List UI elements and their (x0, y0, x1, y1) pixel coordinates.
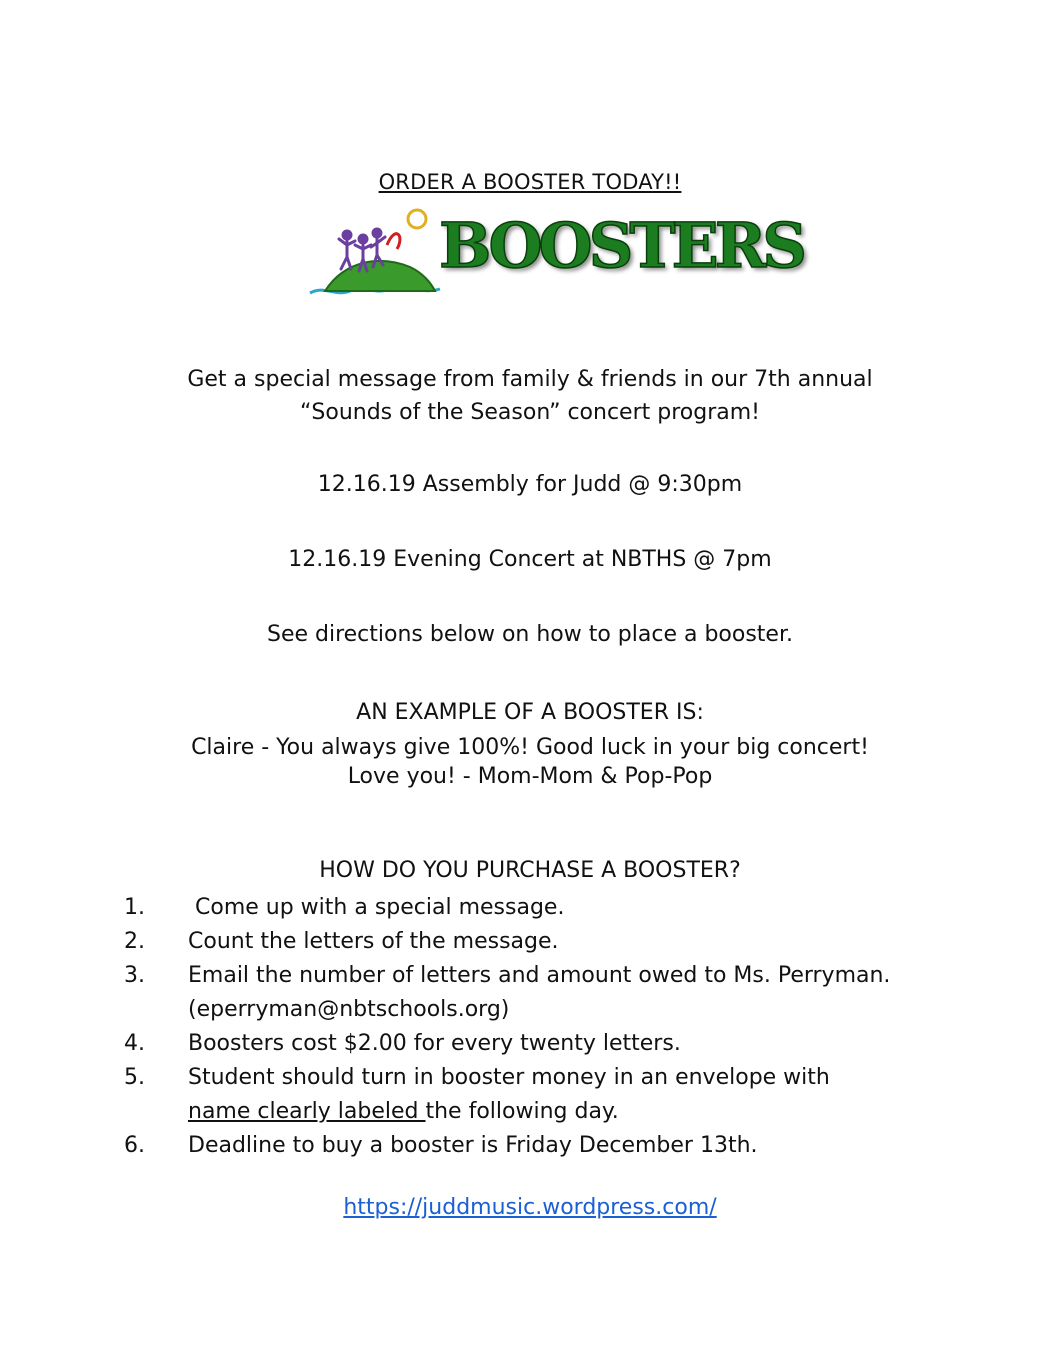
page-title: ORDER A BOOSTER TODAY!! (378, 170, 682, 194)
intro-line-2: “Sounds of the Season” concert program! (300, 400, 760, 425)
example-heading: AN EXAMPLE OF A BOOSTER IS: (356, 700, 704, 725)
step-text: Count the letters of the message. (188, 929, 559, 954)
step-text: Email the number of letters and amount owed to Ms. Perryman. (188, 963, 891, 988)
step-number: 3. (124, 963, 145, 988)
list-item (124, 925, 944, 959)
intro-text (0, 363, 1060, 429)
sun-icon (408, 210, 426, 228)
list-item (124, 891, 944, 925)
step-number: 1. (124, 895, 145, 920)
step-text: Boosters cost $2.00 for every twenty letters. (188, 1031, 681, 1056)
logo-wordmark: BOOSTERS (439, 209, 804, 282)
step-text: Deadline to buy a booster is Friday December 13th. (188, 1133, 758, 1158)
assembly-event: 12.16.19 Assembly for Judd @ 9:30pm (317, 472, 743, 497)
step-text: Come up with a special message. (188, 895, 565, 920)
underlined-text: name clearly labeled (188, 1099, 426, 1124)
step-number: 5. (124, 1065, 145, 1090)
website-link[interactable]: https://juddmusic.wordpress.com/ (343, 1195, 717, 1220)
step-number: 2. (124, 929, 145, 954)
step-text-tail: the following day. (425, 1099, 619, 1124)
list-item (124, 1129, 944, 1163)
step-number: 6. (124, 1133, 145, 1158)
list-item (124, 959, 944, 1027)
evening-concert-event: 12.16.19 Evening Concert at NBTHS @ 7pm (288, 547, 772, 572)
list-item (124, 1061, 944, 1129)
directions-note: See directions below on how to place a booster. (266, 622, 793, 647)
example-message (0, 733, 1060, 791)
boosters-logo (305, 205, 804, 305)
intro-line-1: Get a special message from family & friends in our 7th annual (187, 367, 873, 392)
purchase-steps-list (124, 891, 944, 1163)
step-continuation (188, 1095, 944, 1129)
example-line-1: Claire - You always give 100%! Good luck in your big concert! (191, 735, 869, 760)
purchase-heading: HOW DO YOU PURCHASE A BOOSTER? (319, 858, 741, 883)
step-number: 4. (124, 1031, 145, 1056)
boosters-logo-graphic (305, 205, 445, 305)
example-line-2: Love you! - Mom-Mom & Pop-Pop (347, 764, 713, 789)
ribbon-icon (387, 234, 400, 249)
website-link-container (0, 1195, 1060, 1220)
list-item (124, 1027, 944, 1061)
step-text: Student should turn in booster money in an envelope with (188, 1065, 830, 1090)
step-email: (eperryman@nbtschools.org) (188, 997, 510, 1022)
